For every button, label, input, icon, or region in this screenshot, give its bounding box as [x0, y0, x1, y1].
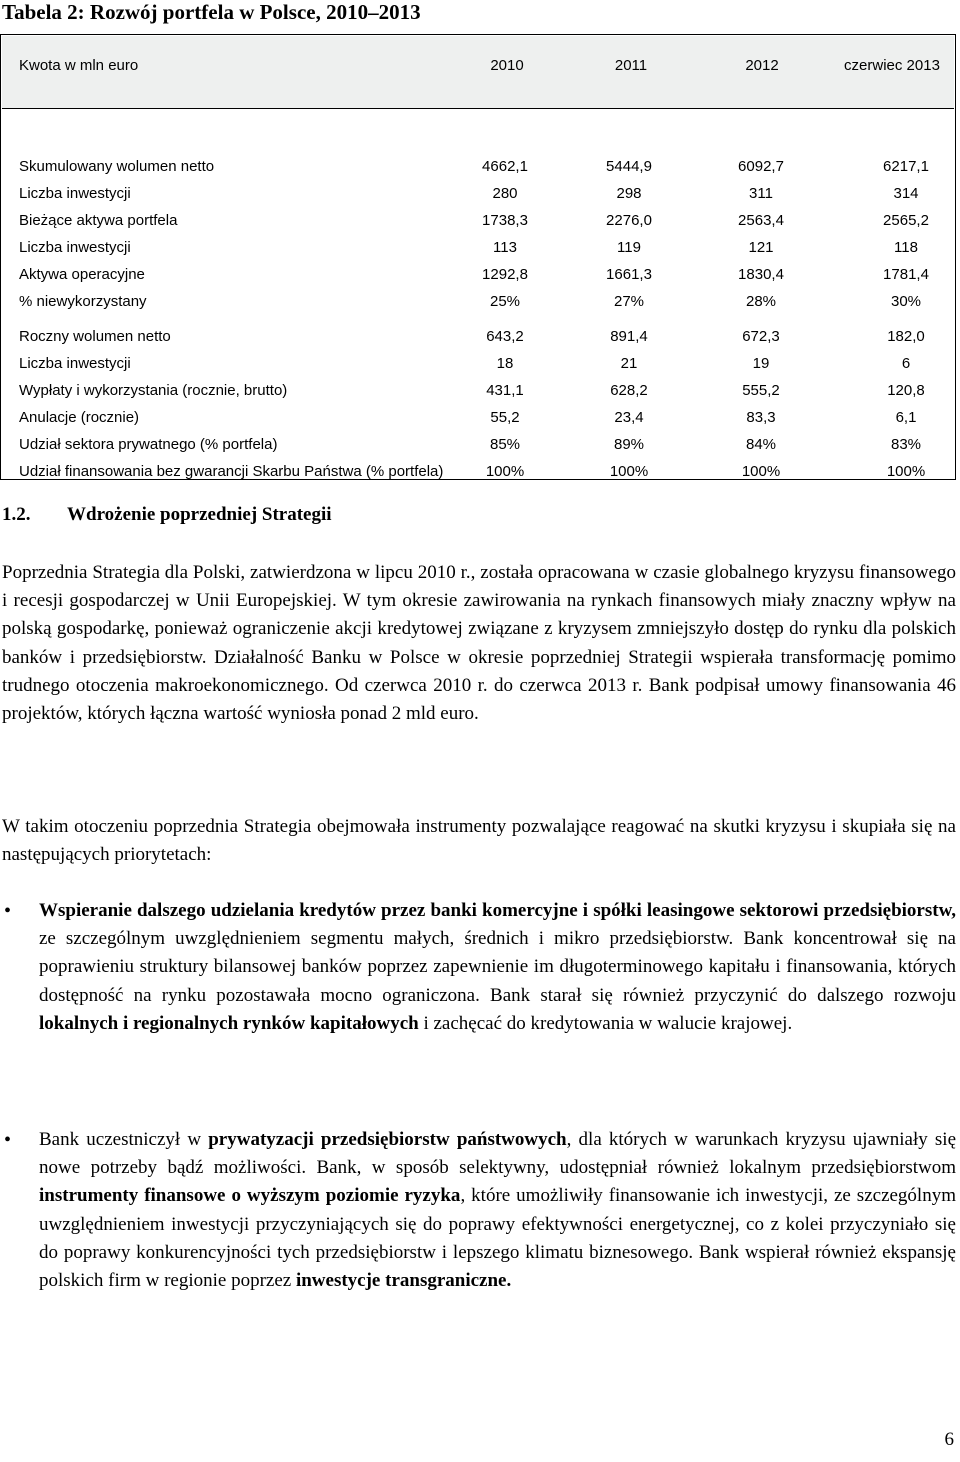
row-label: Aktywa operacyjne — [19, 266, 145, 283]
section-title: Wdrożenie poprzedniej Strategii — [67, 504, 332, 525]
row-label: % niewykorzystany — [19, 293, 147, 310]
row-value: 6,1 — [895, 409, 917, 426]
row-value: 1661,3 — [606, 266, 652, 283]
row-value: 6217,1 — [883, 158, 929, 175]
bold-phrase: lokalnych i regionalnych rynków kapitałowych — [39, 1012, 419, 1034]
table-row — [19, 263, 955, 287]
text-run: , dla których w warunkach kryzysu ujawniały się nowe potrzeby bądź możliwości. Bank, w sposób selektywny, udostępniał również lokalnym przedsiębiorstwom — [39, 1129, 956, 1179]
paragraph-2: W takim otoczeniu poprzednia Strategia obejmowała instrumenty pozwalające reagować na skutki kryzysu i skupiała się na następujących priorytetach: — [2, 816, 956, 866]
row-value: 120,8 — [887, 382, 925, 399]
row-value: 118 — [894, 239, 918, 256]
page-title: Tabela 2: Rozwój portfela w Polsce, 2010–2013 — [2, 0, 421, 24]
table-row — [19, 236, 955, 260]
row-value: 28% — [745, 293, 777, 310]
row-value: 100% — [609, 463, 649, 480]
row-label: Udział sektora prywatnego (% portfela) — [19, 436, 278, 453]
row-value: 628,2 — [610, 382, 648, 399]
row-value: 1738,3 — [482, 212, 528, 229]
table-row — [19, 155, 955, 179]
row-value: 2565,2 — [883, 212, 929, 229]
row-value: 2563,4 — [738, 212, 784, 229]
row-label: Udział finansowania bez gwarancji Skarbu Państwa (% portfela) — [19, 463, 444, 480]
row-value: 100% — [485, 463, 525, 480]
text-run: ze szczególnym uwzględnieniem segmentu małych, średnich i mikro przedsiębiorstw. Bank koncentrował się na poprawieniu struktury bilansowej banków poprzez zapewnienie im długoterminowego kapitału i finansowania, których dostępność na rynku pozostawała mocno ograniczona. Bank starał się również przyczynić do dalszego rozwoju — [39, 928, 956, 1006]
row-value: 891,4 — [610, 328, 648, 345]
row-value: 1781,4 — [883, 266, 929, 283]
bold-phrase: inwestycje transgraniczne. — [295, 1270, 512, 1292]
row-value: 100% — [886, 463, 926, 480]
row-value: 84% — [745, 436, 777, 453]
bold-phrase: instrumenty finansowe o wyższym poziomie ryzyka — [39, 1185, 461, 1207]
table-row — [19, 290, 955, 314]
header-cell-2011: 2011 — [614, 57, 648, 74]
table-header — [2, 36, 954, 109]
row-value: 314 — [893, 185, 919, 202]
row-value: 643,2 — [486, 328, 524, 345]
row-value: 85% — [489, 436, 521, 453]
row-value: 119 — [617, 239, 641, 256]
table-row — [19, 406, 955, 430]
row-label: Liczba inwestycji — [19, 239, 131, 256]
row-value: 298 — [616, 185, 642, 202]
row-label: Skumulowany wolumen netto — [19, 158, 215, 175]
header-cell-2012: 2012 — [745, 57, 779, 74]
bullet-item — [39, 1126, 956, 1295]
row-label: Bieżące aktywa portfela — [19, 212, 178, 229]
text-run: , które umożliwiły finansowanie ich inwestycji, ze szczególnym uwzględnieniem inwestycji przyczyniających się do poprawy efektywności energetycznej, co z kolei przyczyniało się do poprawy konkurencyjności tych przedsiębiorstw i lepszego klimatu biznesowego. Bank wspierał również ekspansję polskich firm w regionie poprzez — [39, 1185, 956, 1292]
table-row — [19, 182, 955, 206]
paragraph-1: Poprzednia Strategia dla Polski, zatwierdzona w lipcu 2010 r., została opracowana w czasie globalnego kryzysu finansowego i recesji gospodarczej w Unii Europejskiej. W tym okresie zawirowania na rynkach finansowych miały znaczny wpływ na polską gospodarkę, ponieważ ograniczenie akcji kredytowej związane z kryzysem zmniejszyło dostęp do rynku dla polskich banków i przedsiębiorstw. Działalność Banku w Polsce w okresie poprzedniej Strategii wspierała transformację pomimo trudnego otoczenia makroekonomicznego. Od czerwca 2010 r. do czerwca 2013 r. Bank podpisał umowy finansowania 46 projektów, których łączna wartość wyniosła ponad 2 mld euro. — [2, 562, 956, 725]
row-value: 19 — [752, 355, 770, 372]
row-value: 121 — [748, 239, 774, 256]
row-value: 555,2 — [742, 382, 780, 399]
row-value: 280 — [492, 185, 518, 202]
row-value: 113 — [493, 239, 517, 256]
bullet-item — [39, 897, 956, 1038]
table-row — [19, 433, 955, 457]
row-value: 2276,0 — [606, 212, 652, 229]
header-cell-2010: 2010 — [490, 57, 524, 74]
row-value: 5444,9 — [606, 158, 652, 175]
table-row — [19, 209, 955, 233]
bullet-icon: • — [4, 1129, 12, 1151]
row-value: 21 — [620, 355, 638, 372]
bullet-icon: • — [4, 900, 12, 922]
row-value: 6092,7 — [738, 158, 784, 175]
portfolio-table — [0, 34, 956, 480]
header-cell-2013: czerwiec 2013 — [844, 57, 940, 74]
row-value: 30% — [890, 293, 922, 310]
row-value: 6 — [901, 355, 911, 372]
row-value: 431,1 — [486, 382, 524, 399]
row-label: Roczny wolumen netto — [19, 328, 171, 345]
row-label: Liczba inwestycji — [19, 355, 131, 372]
row-label: Wypłaty i wykorzystania (rocznie, brutto) — [19, 382, 288, 399]
row-value: 83% — [890, 436, 922, 453]
table-row — [19, 325, 955, 349]
section-heading — [2, 503, 332, 527]
row-value: 27% — [613, 293, 645, 310]
bold-phrase: Wspieranie dalszego udzielania kredytów przez banki komercyjne i spółki leasingowe sektorowi przedsiębiorstw, — [39, 900, 956, 921]
row-value: 55,2 — [490, 409, 520, 426]
row-value: 25% — [489, 293, 521, 310]
text-run: i zachęcać do kredytowania w walucie krajowej. — [418, 1012, 793, 1034]
row-value: 89% — [613, 436, 645, 453]
row-value: 83,3 — [746, 409, 776, 426]
text-run: Bank uczestniczył w — [39, 1129, 209, 1150]
row-value: 1292,8 — [482, 266, 528, 283]
header-cell-label: Kwota w mln euro — [19, 57, 139, 74]
row-value: 1830,4 — [738, 266, 784, 283]
bold-phrase: prywatyzacji przedsiębiorstw państwowych — [208, 1129, 567, 1150]
row-value: 311 — [749, 185, 773, 202]
row-value: 4662,1 — [482, 158, 528, 175]
row-value: 672,3 — [742, 328, 780, 345]
row-value: 18 — [496, 355, 514, 372]
table-row — [19, 379, 955, 403]
row-value: 100% — [741, 463, 781, 480]
row-value: 182,0 — [887, 328, 925, 345]
section-number: 1.2. — [2, 504, 31, 525]
table-row — [19, 460, 955, 484]
page-number: 6 — [944, 1429, 954, 1450]
table-row — [19, 352, 955, 376]
row-label: Liczba inwestycji — [19, 185, 131, 202]
row-label: Anulacje (rocznie) — [19, 409, 140, 426]
row-value: 23,4 — [614, 409, 644, 426]
